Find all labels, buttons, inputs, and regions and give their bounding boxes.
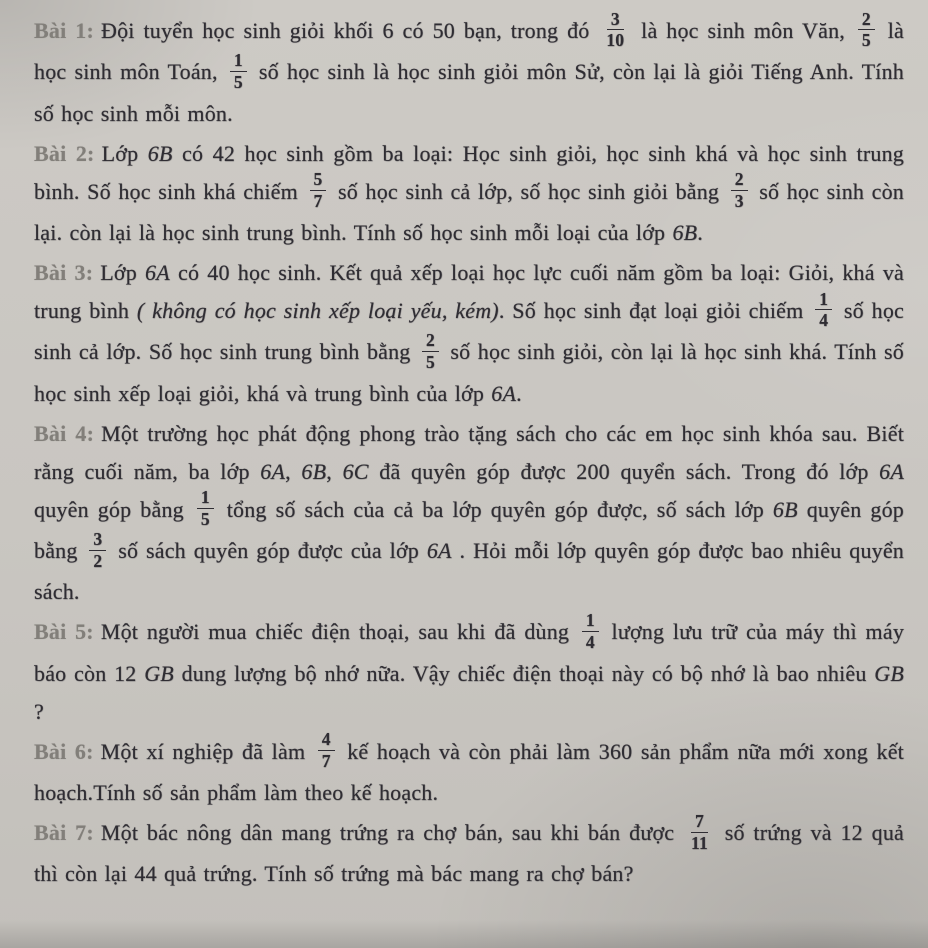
text-run: Lớp (100, 260, 146, 286)
fraction-numerator: 1 (582, 611, 599, 632)
fraction-7-over-11 (683, 812, 716, 853)
problem-4-label: Bài 4: (34, 420, 95, 446)
fraction-numerator: 3 (607, 10, 624, 31)
fraction-numerator: 3 (89, 530, 106, 551)
text-run: GB (874, 660, 904, 686)
text-run: 6B (672, 220, 698, 246)
text-run: 6B (772, 496, 798, 522)
fraction-numerator: 4 (318, 730, 335, 751)
text-run: lượng lưu trữ của máy thì máy báo còn 12 (34, 619, 905, 686)
text-run: có 40 học sinh. Kết quả xếp loại học lực cuối năm gồm ba loại: Giỏi, khá và trung bình (34, 260, 904, 324)
fraction-denominator: 5 (425, 351, 435, 372)
text-run: . (516, 380, 522, 406)
fraction-2-over-5 (854, 10, 879, 51)
text-run: số học sinh giỏi, còn lại là học sinh khá. Tính số học sinh xếp loại giỏi, khá và trung bình của lớp (34, 339, 904, 406)
text-run: GB (144, 660, 174, 686)
fraction-numerator: 5 (310, 170, 327, 191)
problem-6 (34, 729, 904, 812)
text-run: 6A (145, 260, 170, 286)
text-run: . Hỏi mỗi lớp quyên góp được bao nhiêu quyển sách. (34, 538, 905, 605)
fraction-1-over-5 (226, 51, 251, 92)
text-run: là học sinh môn Văn, (632, 18, 854, 43)
problem-6-label: Bài 6: (34, 738, 94, 764)
fraction-denominator: 7 (313, 191, 323, 212)
fraction-numerator: 2 (858, 10, 875, 31)
text-run: 6B (147, 140, 173, 166)
text-run: có 42 học sinh gồm ba loại: Học sinh giỏi, học sinh khá và học sinh trung bình. Số học sinh khá chiếm (34, 140, 904, 204)
problem-2 (34, 135, 904, 252)
problem-5-label: Bài 5: (34, 619, 94, 645)
problem-7-label: Bài 7: (34, 820, 94, 846)
text-run: số học sinh cả lớp. Số học sinh trung bình bằng (34, 298, 904, 365)
problem-4 (34, 415, 904, 612)
text-run: quyên góp bằng (34, 496, 193, 522)
text-run: 6A (426, 538, 452, 564)
fraction-1-over-5 (193, 488, 218, 529)
text-run: tổng số sách của cả ba lớp quyên góp được, số sách lớp (217, 496, 773, 522)
fraction-4-over-7 (314, 730, 339, 771)
text-run: quyên góp bằng (34, 496, 905, 564)
fraction-numerator: 1 (230, 51, 247, 72)
text-run: Một bác nông dân mang trứng ra chợ bán, sau khi bán được (100, 820, 684, 846)
text-run: kế hoạch và còn phải làm 360 sản phẩm nữa mới xong kết hoạch.Tính số sản phẩm làm theo kế hoạch. (34, 738, 904, 806)
text-run: . (697, 220, 703, 246)
text-run: 6A (260, 458, 286, 484)
text-run: Lớp (101, 140, 148, 166)
problem-1 (34, 8, 904, 133)
fraction-numerator: 2 (422, 331, 439, 352)
fraction-2-over-5 (418, 331, 443, 372)
text-run: số học sinh còn lại. còn lại là học sinh trung bình. Tính số học sinh mỗi loại của lớp (34, 178, 905, 246)
fraction-1-over-4 (811, 290, 836, 331)
problem-3 (34, 254, 904, 413)
fraction-5-over-7 (306, 170, 331, 211)
problem-7 (34, 810, 904, 893)
text-run: là học sinh môn Toán, (34, 18, 904, 85)
fraction-1-over-4 (578, 611, 603, 652)
fraction-numerator: 2 (731, 170, 748, 191)
fraction-numerator: 1 (815, 290, 832, 311)
text-run: dung lượng bộ nhớ nữa. Vậy chiếc điện thoại này có bộ nhớ là bao nhiêu (173, 660, 875, 686)
fraction-denominator: 4 (819, 310, 829, 331)
fraction-denominator: 11 (691, 832, 708, 853)
text-run: số học sinh là học sinh giỏi môn Sử, còn lại là giỏi Tiếng Anh. Tính số học sinh mỗi môn. (34, 59, 904, 126)
text-run: 6C (342, 458, 369, 484)
fraction-2-over-3 (727, 170, 752, 211)
text-run: đã quyên góp được 200 quyển sách. Trong đó lớp (368, 458, 880, 484)
text-run: 6A (491, 380, 517, 406)
fraction-3-over-2 (85, 530, 110, 571)
fraction-denominator: 2 (93, 550, 103, 571)
fraction-denominator: 5 (233, 71, 243, 92)
text-run: Một người mua chiếc điện thoại, sau khi đã dùng (100, 619, 578, 645)
text-run: , (326, 458, 343, 484)
problem-list (34, 8, 905, 893)
text-run: ? (34, 698, 44, 724)
fraction-numerator: 1 (197, 488, 214, 509)
text-run: Đội tuyển học sinh giỏi khối 6 có 50 bạn, trong đó (100, 18, 599, 43)
problem-1-label: Bài 1: (34, 18, 94, 43)
fraction-numerator: 7 (691, 812, 708, 833)
fraction-denominator: 4 (585, 631, 595, 652)
fraction-denominator: 5 (200, 509, 210, 530)
text-run: 6B (301, 458, 327, 484)
text-run: , (285, 458, 302, 484)
text-run: 6A (879, 458, 905, 484)
text-run: số sách quyên góp được của lớp (110, 538, 427, 564)
text-run: số trứng và 12 quả thì còn lại 44 quả trứng. Tính số trứng mà bác mang ra chợ bán? (34, 820, 904, 887)
fraction-denominator: 5 (861, 30, 871, 51)
fraction-denominator: 3 (734, 191, 744, 212)
text-run: . Số học sinh đạt loại giỏi chiếm (498, 298, 812, 324)
fraction-3-over-10 (598, 10, 632, 51)
text-run: Một xí nghiệp đã làm (100, 738, 314, 764)
fraction-denominator: 10 (606, 30, 625, 51)
text-run: số học sinh cả lớp, số học sinh giỏi bằng (330, 178, 727, 204)
text-run: ( không có học sinh xếp loại yếu, kém) (136, 298, 499, 324)
problem-2-label: Bài 2: (34, 140, 95, 166)
problem-3-label: Bài 3: (34, 260, 94, 286)
problem-5 (34, 609, 905, 730)
fraction-denominator: 7 (321, 751, 331, 772)
text-run: Một trường học phát động phong trào tặng sách cho các em học sinh khóa sau. Biết rằng cuối năm, ba lớp (34, 420, 904, 484)
